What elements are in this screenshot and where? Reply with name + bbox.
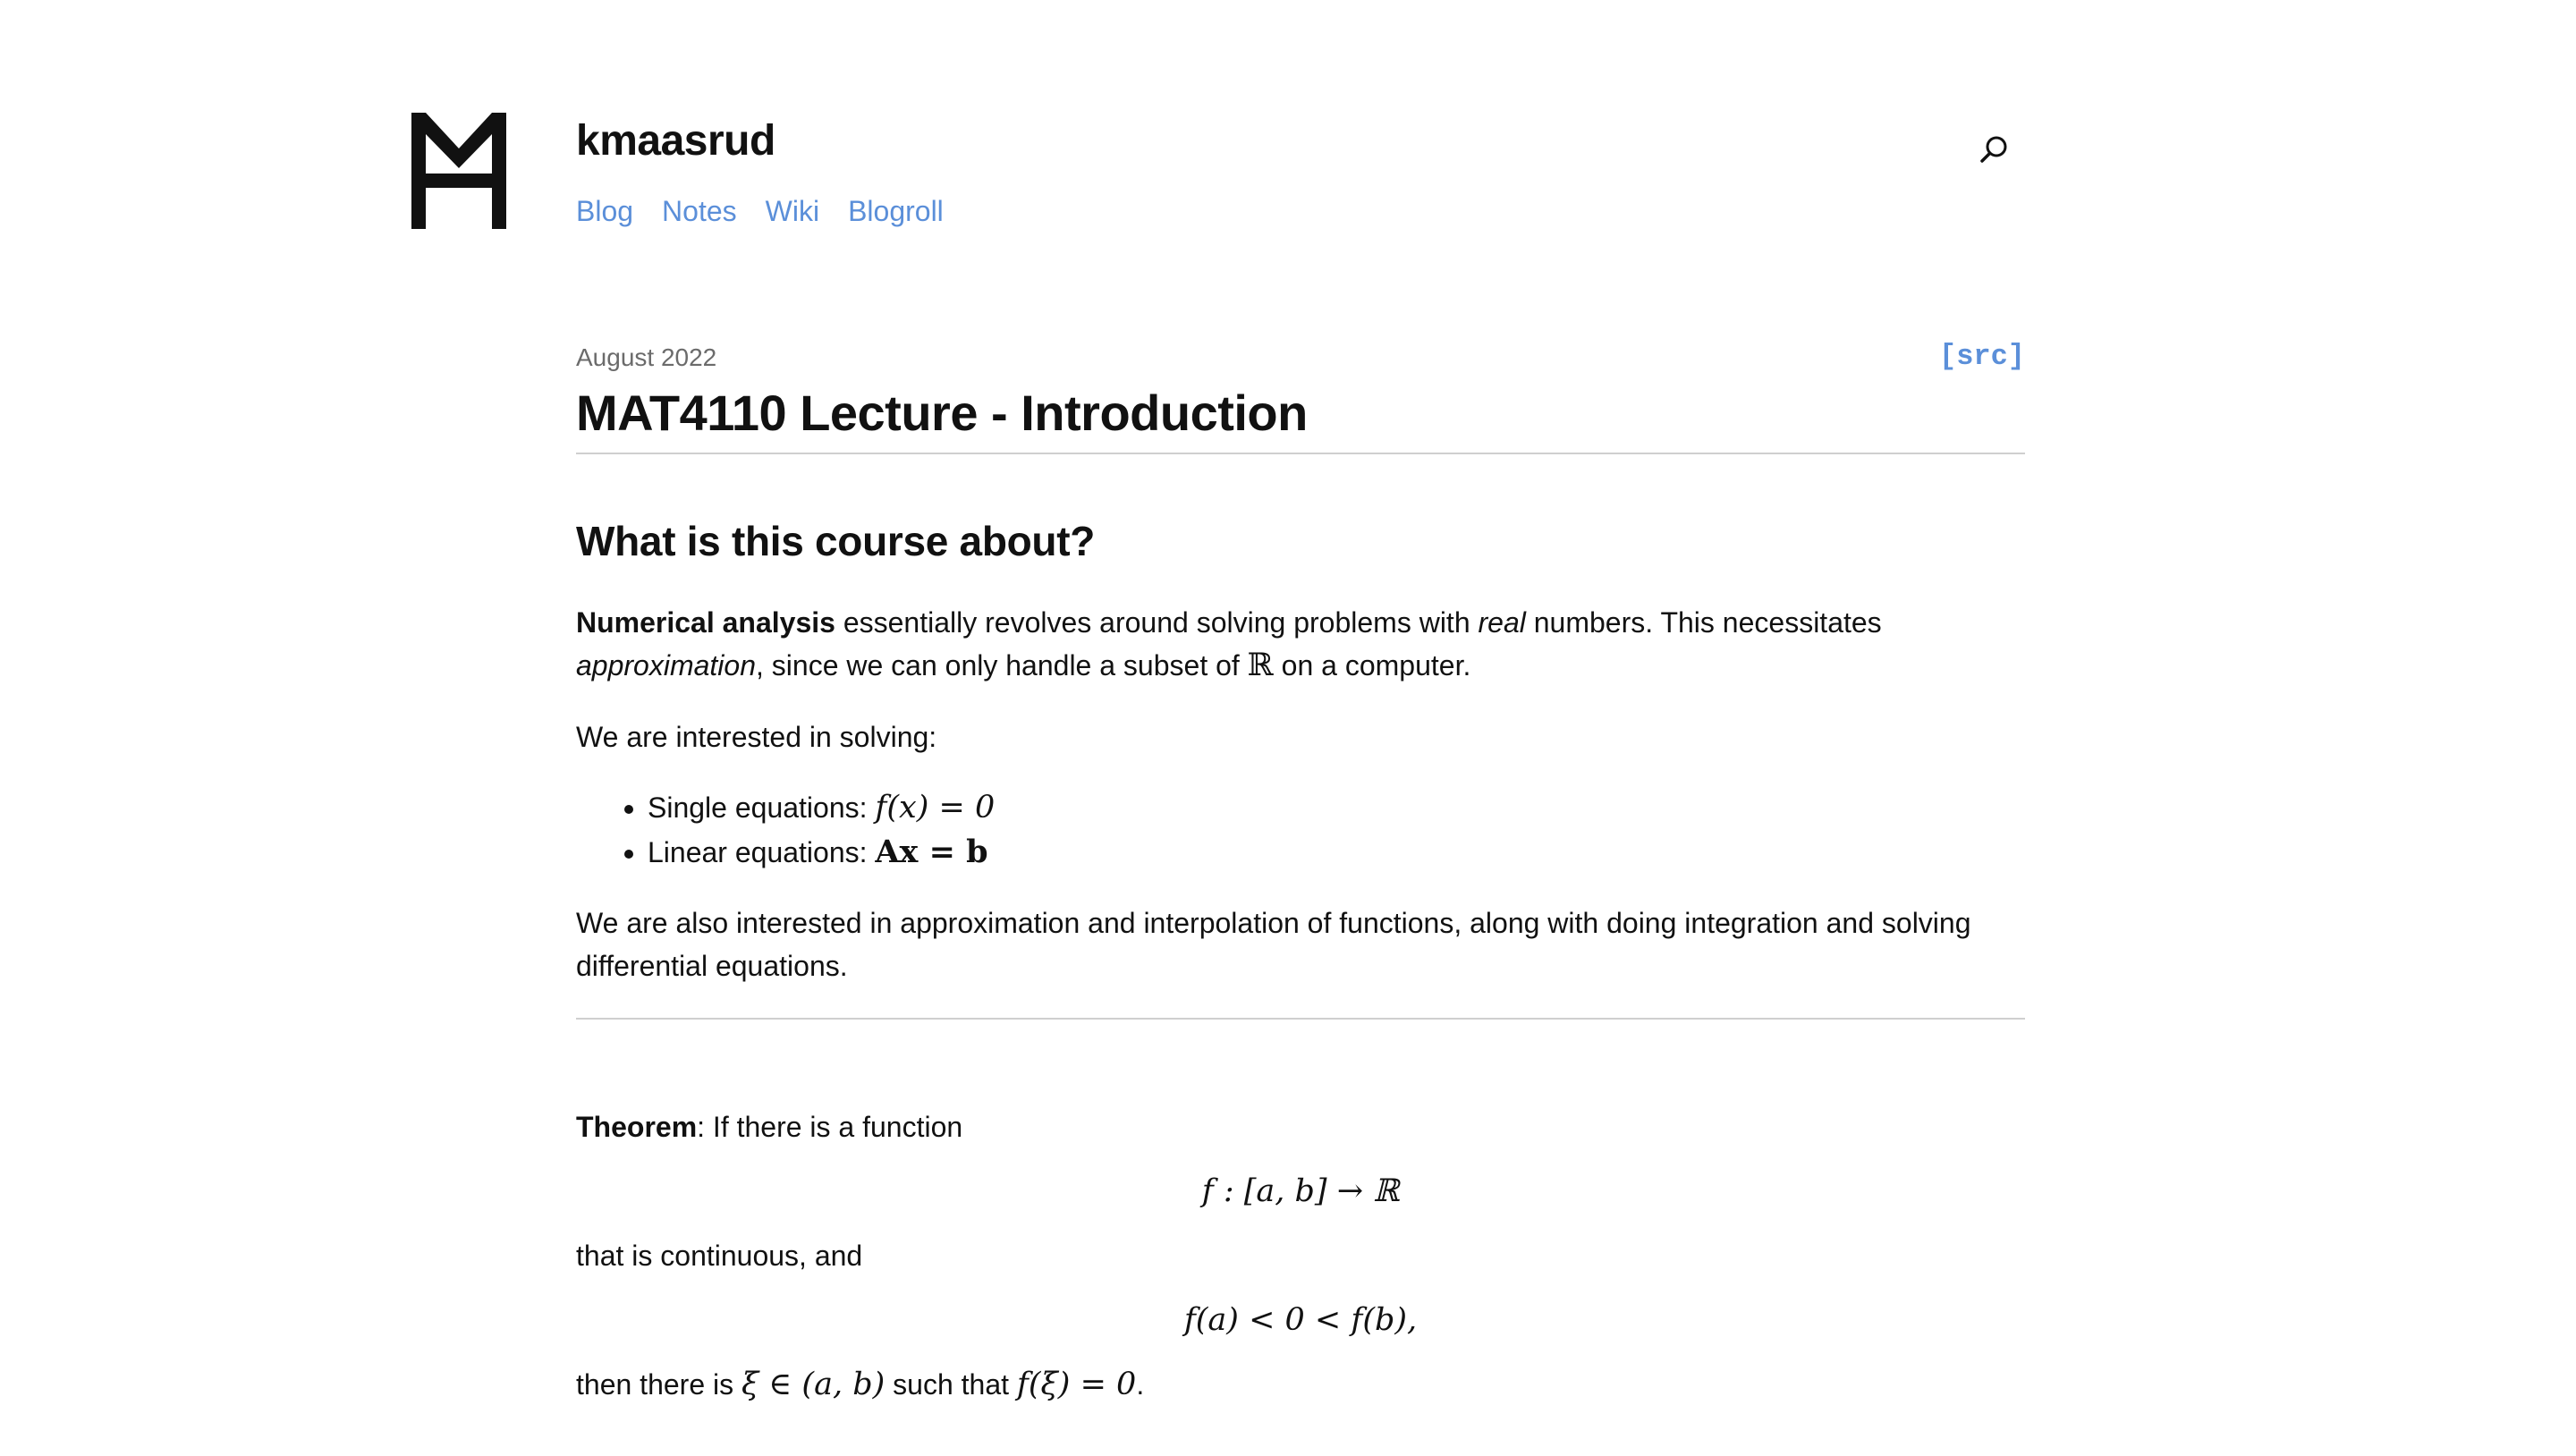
theorem-label: Theorem [576,1111,698,1143]
site-title[interactable]: kmaasrud [576,117,775,165]
search-icon[interactable] [1979,134,2009,165]
post-meta [576,340,2025,373]
list-item-label: Single equations: [648,791,876,824]
text: numbers. This necessitates [1525,606,1882,639]
nav-blogroll[interactable]: Blogroll [848,195,944,227]
emphasis-real: real [1478,606,1526,639]
text: . [1136,1368,1145,1401]
text: on a computer. [1273,649,1471,681]
math-xi-interval: ξ ∈ (a, b) [741,1367,886,1402]
nav-blog[interactable]: Blog [576,195,634,227]
text: essentially revolves around solving problems with [835,606,1479,639]
math-display-function: f : [a, b] → ℝ [1201,1173,1400,1209]
math-single-eq: f(x) = 0 [875,790,996,825]
math-linear-eq: Ax = b [875,834,988,870]
math-reals: ℝ [1247,648,1274,683]
nav-notes[interactable]: Notes [662,195,737,227]
list-item [648,830,2025,875]
solving-paragraph: We are interested in solving: [576,721,937,753]
main-nav [576,195,944,228]
math-f-xi: f(ξ) = 0 [1016,1367,1137,1402]
intro-paragraph [576,601,2025,687]
equations-list [576,785,2025,875]
text: such that [885,1368,1017,1401]
text: then there is [576,1368,741,1401]
post-title: MAT4110 Lecture - Introduction [576,384,2025,454]
site-logo[interactable] [411,113,506,229]
post-article [576,340,2025,1406]
emphasis-approximation: approximation [576,649,756,681]
text: : If there is a function [697,1111,963,1143]
src-link[interactable]: [src] [1938,340,2025,373]
theorem-conclusion [576,1363,2025,1406]
term-numerical-analysis: Numerical analysis [576,606,835,639]
nav-wiki[interactable]: Wiki [765,195,820,227]
math-display-inequality: f(a) < 0 < f(b), [1183,1302,1418,1338]
interests-paragraph: We are also interested in approximation and interpolation of functions, along with doing integration and solving differential equations. [576,907,1971,982]
theorem-intro [576,1105,2025,1148]
list-item-label: Linear equations: [648,836,876,868]
section-divider [576,1018,2025,1020]
theorem-middle: that is continuous, and [576,1240,863,1272]
section-heading: What is this course about? [576,518,1096,564]
text: , since we can only handle a subset of [756,649,1248,681]
post-date: August 2022 [576,343,717,371]
list-item [648,785,2025,830]
